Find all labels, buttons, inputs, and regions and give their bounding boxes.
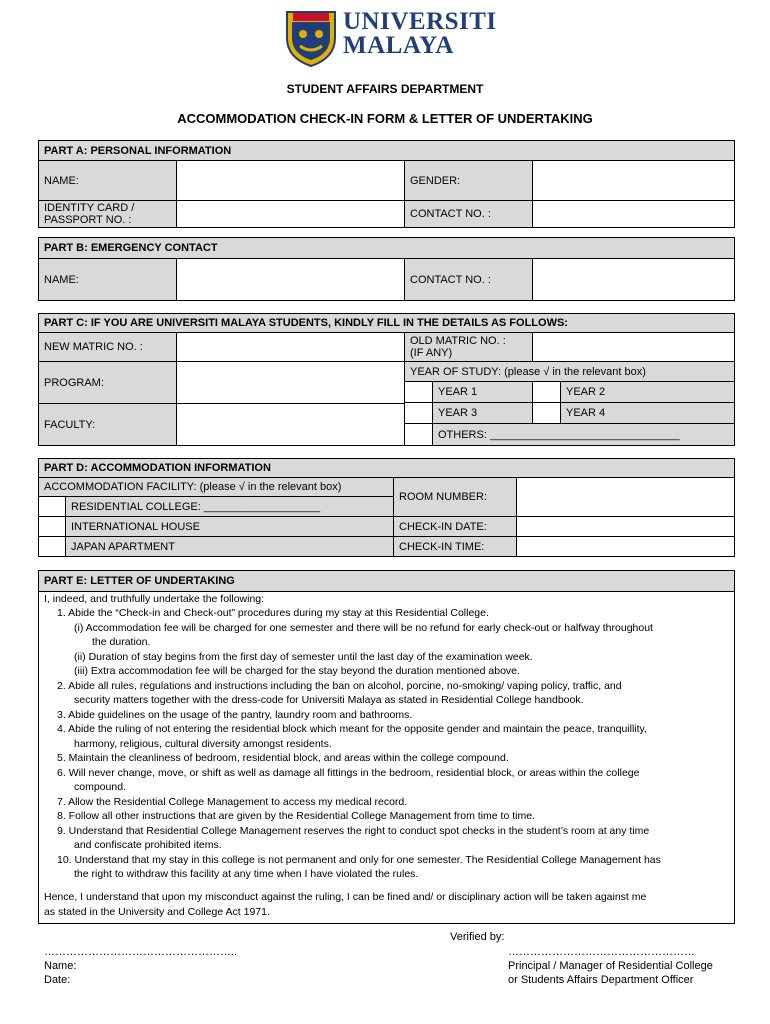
emergency-contact-field[interactable] — [532, 258, 735, 301]
year-of-study-label: YEAR OF STUDY: (please √ in the relevant box) — [404, 361, 735, 382]
year1-checkbox[interactable] — [404, 381, 433, 403]
list-item: the duration. — [92, 636, 151, 648]
year1-label: YEAR 1 — [432, 381, 533, 403]
undertaking-intro: I, indeed, and truthfully undertake the following: — [44, 593, 265, 605]
name-field[interactable] — [176, 160, 405, 201]
list-item: and confiscate prohibited items. — [74, 839, 222, 851]
contact-field[interactable] — [532, 200, 735, 228]
year4-checkbox[interactable] — [532, 402, 561, 424]
contact-label: CONTACT NO. : — [404, 200, 533, 228]
list-item: 9. Understand that Residential College Management reserves the right to conduct spot checks in the student’s room at any time — [57, 825, 650, 837]
closing-statement-line1: Hence, I understand that upon my misconduct against the ruling, I can be fined and/ or disciplinary action will be taken against me — [44, 891, 647, 903]
list-item: security matters together with the dress-code for Universiti Malaya as stated in Residential College handbook. — [74, 694, 584, 706]
checkin-time-label: CHECK-IN TIME: — [393, 536, 517, 557]
list-item: 10. Understand that my stay in this college is not permanent and only for one semester. The Residential College Management has — [57, 854, 661, 866]
officer-title-line1: Principal / Manager of Residential College — [508, 960, 713, 972]
part-b-title: PART B: EMERGENCY CONTACT — [38, 237, 735, 259]
emergency-name-field[interactable] — [176, 258, 405, 301]
checkin-time-field[interactable] — [516, 536, 735, 557]
officer-title-line2: or Students Affairs Department Officer — [508, 974, 694, 986]
part-c-title: PART C: IF YOU ARE UNIVERSITI MALAYA STUDENTS, KINDLY FILL IN THE DETAILS AS FOLLOWS: — [38, 313, 735, 333]
verified-by-label: Verified by: — [450, 931, 505, 943]
japan-checkbox[interactable] — [38, 536, 66, 557]
list-item: the right to withdraw this facility at any time when I have violated the rules. — [74, 868, 419, 880]
checkin-date-label: CHECK-IN DATE: — [393, 516, 517, 537]
date-signature-label: Date: — [44, 974, 71, 986]
officer-signature-line: …………………………………………… — [508, 946, 695, 958]
year2-checkbox[interactable] — [532, 381, 561, 403]
closing-statement-line2: as stated in the University and College Act 1971. — [44, 906, 270, 918]
others-checkbox[interactable] — [404, 423, 433, 446]
list-item: 4. Abide the ruling of not entering the residential block which meant for the opposite gender and maintain the peace, tranquillity, — [57, 723, 647, 735]
list-item: 3. Abide guidelines on the usage of the pantry, laundry room and bathrooms. — [57, 709, 413, 721]
others-label: OTHERS: _______________________________ — [432, 423, 735, 446]
list-item: 5. Maintain the cleanliness of bedroom, residential block, and areas within the college compound. — [57, 752, 509, 764]
list-item: (iii) Extra accommodation fee will be charged for the stay beyond the duration mentioned above. — [74, 665, 520, 677]
year3-label: YEAR 3 — [432, 402, 533, 424]
year3-checkbox[interactable] — [404, 402, 433, 424]
list-item: (ii) Duration of stay begins from the first day of semester until the last day of the examination week. — [74, 651, 533, 663]
gender-label: GENDER: — [404, 160, 533, 201]
gender-field[interactable] — [532, 160, 735, 201]
new-matric-label: NEW MATRIC NO. : — [38, 332, 177, 362]
part-e-title: PART E: LETTER OF UNDERTAKING — [39, 571, 734, 592]
residential-college-label: RESIDENTIAL COLLEGE: ___________________ — [65, 496, 394, 517]
old-matric-field[interactable] — [532, 332, 735, 362]
list-item: 1. Abide the “Check-in and Check-out” procedures during my stay at this Residential College. — [57, 607, 489, 619]
list-item: 2. Abide all rules, regulations and instructions including the ban on alcohol, porcine, no-smoking/ vaping policy, traffic, and — [57, 680, 622, 692]
program-field[interactable] — [176, 361, 405, 404]
checkin-date-field[interactable] — [516, 516, 735, 537]
program-label: PROGRAM: — [38, 361, 177, 404]
university-crest-icon — [283, 8, 339, 68]
university-logo — [283, 8, 497, 70]
part-a-title: PART A: PERSONAL INFORMATION — [39, 141, 734, 162]
room-number-label: ROOM NUMBER: — [393, 477, 517, 517]
residential-checkbox[interactable] — [38, 496, 66, 517]
logo-line1: UNIVERSITI — [343, 8, 497, 35]
list-item: 8. Follow all other instructions that are given by the Residential College Management from time to time. — [57, 810, 535, 822]
part-d-title: PART D: ACCOMMODATION INFORMATION — [38, 458, 735, 478]
japan-apartment-label: JAPAN APARTMENT — [65, 536, 394, 557]
ic-label: IDENTITY CARD / PASSPORT NO. : — [38, 200, 177, 228]
name-signature-label: Name: — [44, 960, 77, 972]
logo-line2: MALAYA — [343, 32, 454, 59]
name-label: NAME: — [38, 160, 177, 201]
department-heading: STUDENT AFFAIRS DEPARTMENT — [286, 82, 484, 96]
international-house-label: INTERNATIONAL HOUSE — [65, 516, 394, 537]
form-title: ACCOMMODATION CHECK-IN FORM & LETTER OF UNDERTAKING — [177, 111, 593, 126]
year4-label: YEAR 4 — [560, 402, 735, 424]
facility-label: ACCOMMODATION FACILITY: (please √ in the relevant box) — [38, 477, 394, 497]
room-number-field[interactable] — [516, 477, 735, 517]
student-signature-line: …………………………………………….. — [44, 946, 238, 958]
old-matric-label: OLD MATRIC NO. : (IF ANY) — [404, 332, 533, 362]
emergency-contact-label: CONTACT NO. : — [404, 258, 533, 301]
list-item: (i) Accommodation fee will be charged for one semester and there will be no refund for early check-out or halfway throughout — [74, 622, 653, 634]
faculty-label: FACULTY: — [38, 403, 177, 446]
list-item: 6. Will never change, move, or shift as well as damage all fittings in the bedroom, residential block, or areas within the college — [57, 767, 640, 779]
year2-label: YEAR 2 — [560, 381, 735, 403]
international-checkbox[interactable] — [38, 516, 66, 537]
emergency-name-label: NAME: — [38, 258, 177, 301]
new-matric-field[interactable] — [176, 332, 405, 362]
ic-field[interactable] — [176, 200, 405, 228]
list-item: compound. — [74, 781, 126, 793]
list-item: 7. Allow the Residential College Management to access my medical record. — [57, 796, 408, 808]
faculty-field[interactable] — [176, 403, 405, 446]
list-item: harmony, religious, cultural diversity amongst residents. — [74, 738, 332, 750]
